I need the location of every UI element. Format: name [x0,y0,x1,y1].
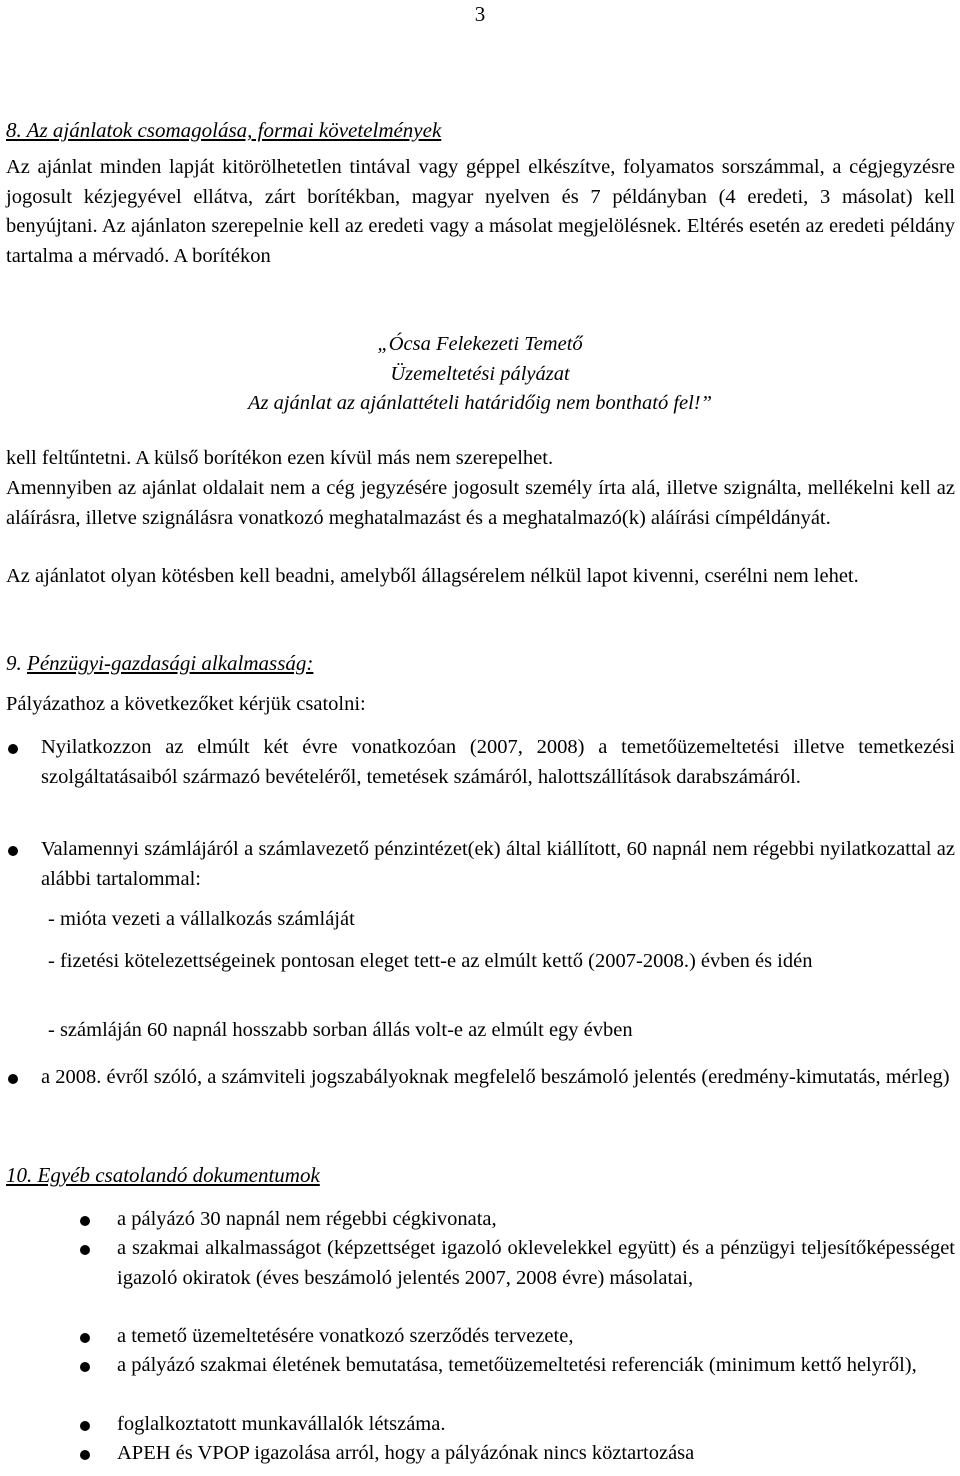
section-9-bullet-1: Nyilatkozzon az elmúlt két évre vonatkozóan (2007, 2008) a temetőüzemeltetési illetve temetkezési szolgáltatásaiból származó bevételéről, temetések számáról, halottszállítások darabszámáról. [41,736,955,788]
section-10-item-3: a temető üzemeltetésére vonatkozó szerződés tervezete, [117,1325,574,1347]
section-8-heading: 8. Az ajánlatok csomagolása, formai követelmények [6,118,442,142]
bullet-icon [80,1421,90,1431]
section-9-bullet-3: a 2008. évről szóló, a számviteli jogszabályoknak megfelelő beszámoló jelentés (eredmény-kimutatás, mérleg) [41,1066,950,1088]
section-8-paragraph-4: Az ajánlatot olyan kötésben kell beadni, amelyből állagsérelem nélkül lapot kivenni, cserélni nem lehet. [6,565,859,587]
section-10-item-5: foglalkoztatott munkavállalók létszáma. [117,1413,446,1435]
bullet-icon [8,846,18,856]
section-9-dash-2: - fizetési kötelezettségeinek pontosan eleget tett-e az elmúlt kettő (2007-2008.) évben és idén [48,950,813,972]
section-10-heading: 10. Egyéb csatolandó dokumentumok [6,1163,320,1187]
page-number: 3 [474,2,486,26]
envelope-label-line-2: Üzemeltetési pályázat [390,363,570,385]
section-8-paragraph-2: kell feltűntetni. A külső borítékon ezen kívül más nem szerepelhet. [6,447,554,469]
section-8-paragraph-1: Az ajánlat minden lapját kitörölhetetlen tintával vagy géppel elkészítve, folyamatos sorszámmal, a cégjegyzésre jogosult kézjegyével ellátva, zárt borítékban, magyar nyelven és 7 példányban (4 eredeti, 3 másolat) kell benyújtani. Az ajánlaton szerepelnie kell az eredeti vagy a másolat megjelölésnek. Eltérés esetén az eredeti példány tartalma a mérvadó. A borítékon [6,156,955,267]
section-9-intro: Pályázathoz a következőket kérjük csatolni: [6,693,366,715]
bullet-icon [80,1245,90,1255]
section-9-heading: 9. Pénzügyi-gazdasági alkalmasság: [6,651,314,675]
section-10-item-4: a pályázó szakmai életének bemutatása, temetőüzemeltetési referenciák (minimum kettő helyről), [117,1354,917,1376]
section-10-item-2: a szakmai alkalmasságot (képzettséget igazoló oklevelekkel együtt) és a pénzügyi teljesítőképességet igazoló okiratok (éves beszámoló jelentés 2007, 2008 évre) másolatai, [117,1237,955,1289]
bullet-icon [8,744,18,754]
bullet-icon [80,1216,90,1226]
section-9-dash-1: - mióta vezeti a vállalkozás számláját [48,908,355,930]
section-10-item-6: APEH és VPOP igazolása arról, hogy a pályázónak nincs köztartozása [117,1442,695,1464]
bullet-icon [80,1362,90,1372]
bullet-icon [80,1450,90,1460]
envelope-label-line-3: Az ajánlat az ajánlattételi határidőig nem bontható fel!” [247,392,713,414]
section-9-dash-3: - számláján 60 napnál hosszabb sorban állás volt-e az elmúlt egy évben [48,1019,633,1041]
bullet-icon [80,1333,90,1343]
section-8-paragraph-3: Amennyiben az ajánlat oldalait nem a cég jegyzésére jogosult személy írta alá, illetve szignálta, mellékelni kell az aláírásra, illetve szignálásra vonatkozó meghatalmazást és a meghatalmazó(k) aláírási címpéldányát. [6,477,955,529]
envelope-label-line-1: „Ócsa Felekezeti Temető [377,333,583,355]
section-10-item-1: a pályázó 30 napnál nem régebbi cégkivonata, [117,1208,497,1230]
bullet-icon [8,1074,18,1084]
section-9-bullet-2: Valamennyi számlájáról a számlavezető pénzintézet(ek) által kiállított, 60 napnál nem régebbi nyilatkozattal az alábbi tartalommal: [41,838,955,890]
